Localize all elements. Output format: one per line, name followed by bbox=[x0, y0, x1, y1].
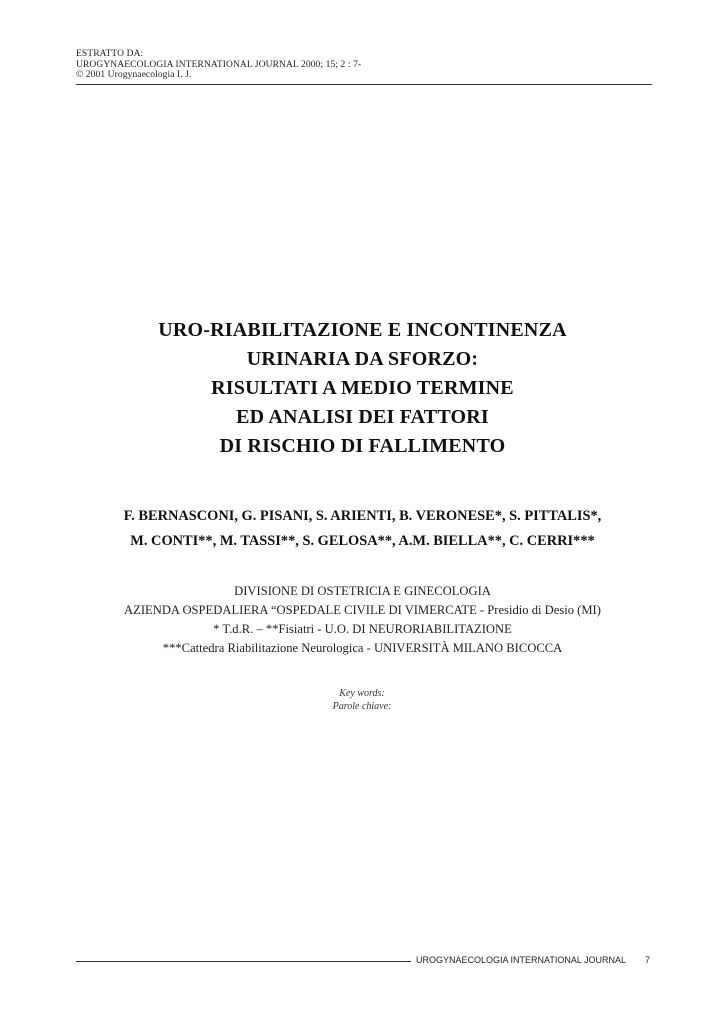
parole-chiave-label: Parole chiave: bbox=[332, 701, 392, 712]
authors-line: M. CONTI**, M. TASSI**, S. GELOSA**, A.M. BIELLA**, C. CERRI*** bbox=[130, 533, 595, 549]
title-line: ED ANALISI DEI FATTORI bbox=[236, 406, 489, 428]
affiliation-line: AZIENDA OSPEDALIERA “OSPEDALE CIVILE DI VIMERCATE - Presidio di Desio (MI) bbox=[124, 603, 601, 617]
page-number: 7 bbox=[645, 955, 651, 965]
paper-title bbox=[60, 316, 665, 461]
header-copyright: © 2001 Urogynaecologia I. J. bbox=[76, 70, 192, 80]
footer-divider bbox=[76, 961, 411, 962]
affiliation-line: * T.d.R. – **Fisiatri - U.O. DI NEURORIABILITAZIONE bbox=[213, 622, 512, 636]
keywords-block bbox=[262, 687, 462, 713]
footer-journal-name: UROGYNAECOLOGIA INTERNATIONAL JOURNAL bbox=[416, 955, 627, 965]
title-line: URO-RIABILITAZIONE E INCONTINENZA bbox=[158, 319, 567, 341]
affiliation-line: ***Cattedra Riabilitazione Neurologica - UNIVERSITÀ MILANO BICOCCA bbox=[162, 641, 563, 655]
header-journal-citation: UROGYNAECOLOGIA INTERNATIONAL JOURNAL 2000; 15; 2 : 7- bbox=[76, 59, 362, 70]
authors-line: F. BERNASCONI, G. PISANI, S. ARIENTI, B. VERONESE*, S. PITTALIS*, bbox=[123, 508, 602, 524]
title-line: URINARIA DA SFORZO: bbox=[246, 348, 479, 370]
header-extract-label: ESTRATTO DA: bbox=[76, 49, 144, 59]
author-list bbox=[40, 504, 685, 554]
running-header bbox=[76, 49, 652, 81]
header-divider bbox=[76, 84, 652, 85]
title-line: DI RISCHIO DI FALLIMENTO bbox=[219, 435, 506, 457]
key-words-label: Key words: bbox=[339, 688, 385, 699]
affiliations bbox=[40, 582, 685, 658]
affiliation-line: DIVISIONE DI OSTETRICIA E GINECOLOGIA bbox=[234, 584, 491, 598]
title-line: RISULTATI A MEDIO TERMINE bbox=[211, 377, 514, 399]
